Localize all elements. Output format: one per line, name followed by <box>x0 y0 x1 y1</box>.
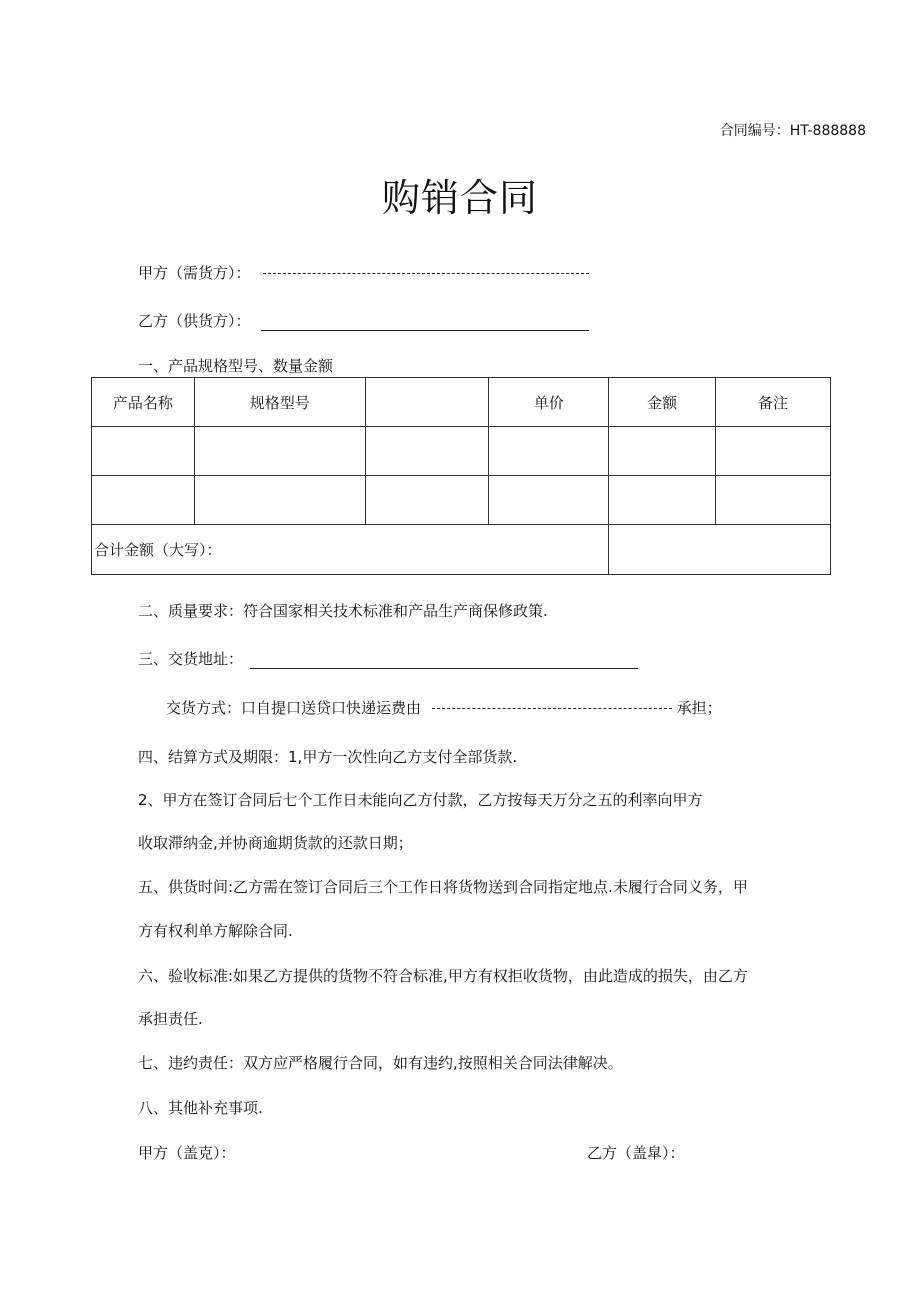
header-blank <box>365 378 489 427</box>
table-header-row <box>92 378 831 427</box>
party-a-blank[interactable] <box>263 273 589 274</box>
section-4-settlement: 四、结算方式及期限：1,甲方一次性向乙方支付全部货款. <box>138 748 518 766</box>
header-spec-model: 规格型号 <box>194 378 365 427</box>
delivery-address-blank[interactable] <box>250 652 638 669</box>
header-amount: 金额 <box>609 378 716 427</box>
total-row <box>92 525 831 575</box>
table-cell[interactable] <box>92 476 195 525</box>
table-row <box>92 427 831 476</box>
table-cell[interactable] <box>489 427 609 476</box>
delivery-method-line <box>166 697 722 718</box>
delivery-method-label: 交货方式：口自提口送贷口快递运费由 <box>166 699 422 717</box>
table-cell[interactable] <box>365 476 489 525</box>
table-cell[interactable] <box>716 476 831 525</box>
section-5-supply-time: 五、供货时间:乙方需在签订合同后三个工作日将货物送到合同指定地点.未履行合同义务，甲 <box>138 878 748 896</box>
freight-payer-blank[interactable] <box>432 708 672 709</box>
header-remarks: 备注 <box>716 378 831 427</box>
table-row <box>92 476 831 525</box>
party-a-seal-label: 甲方（盖克）： <box>138 1144 236 1162</box>
section-4-clause-2: 2、甲方在签订合同后七个工作日未能向乙方付款，乙方按每天万分之五的利率向甲方 <box>138 791 703 809</box>
section-6-acceptance-cont: 承担责任. <box>138 1010 203 1028</box>
table-cell[interactable] <box>194 476 365 525</box>
table-cell[interactable] <box>365 427 489 476</box>
section-2-quality: 二、质量要求：符合国家相关技术标准和产品生产商保修政策. <box>138 602 548 620</box>
section-8-supplementary: 八、其他补充事项. <box>138 1099 263 1117</box>
party-b-seal-label: 乙方（盖皐）： <box>587 1144 685 1162</box>
section-7-liability: 七、违约责任：双方应严格履行合同，如有违约,按照相关合同法律解决。 <box>138 1054 623 1072</box>
contract-number: 合同编号：HT-888888 <box>719 123 866 139</box>
table-cell[interactable] <box>609 427 716 476</box>
table-cell[interactable] <box>92 427 195 476</box>
party-b-label: 乙方（供货方）： <box>138 312 251 330</box>
party-b-blank[interactable] <box>261 314 589 331</box>
party-a-label: 甲方（需货方）： <box>138 264 251 282</box>
section-3-line <box>138 648 638 669</box>
total-amount-label: 合计金额（大写）： <box>92 525 609 575</box>
table-cell[interactable] <box>716 427 831 476</box>
section-4-clause-2-cont: 收取滞纳金,并协商逾期货款的还款日期； <box>138 834 413 852</box>
header-unit-price: 单价 <box>489 378 609 427</box>
product-spec-table <box>91 377 831 575</box>
section-1-heading: 一、产品规格型号、数量金额 <box>138 357 334 375</box>
section-5-supply-time-cont: 方有权利单方解除合同. <box>138 922 293 940</box>
table-cell[interactable] <box>194 427 365 476</box>
delivery-address-label: 三、交货地址： <box>138 650 244 668</box>
party-a-line <box>138 262 589 283</box>
header-product-name: 产品名称 <box>92 378 195 427</box>
document-title: 购销合同 <box>381 176 538 220</box>
delivery-method-suffix: 承担； <box>676 699 722 717</box>
table-cell[interactable] <box>489 476 609 525</box>
table-cell[interactable] <box>609 476 716 525</box>
party-b-line <box>138 310 589 331</box>
section-6-acceptance: 六、验收标准:如果乙方提供的货物不符合标准,甲方有权拒收货物，由此造成的损失，由乙方 <box>138 967 748 985</box>
total-amount-value[interactable] <box>609 525 831 575</box>
